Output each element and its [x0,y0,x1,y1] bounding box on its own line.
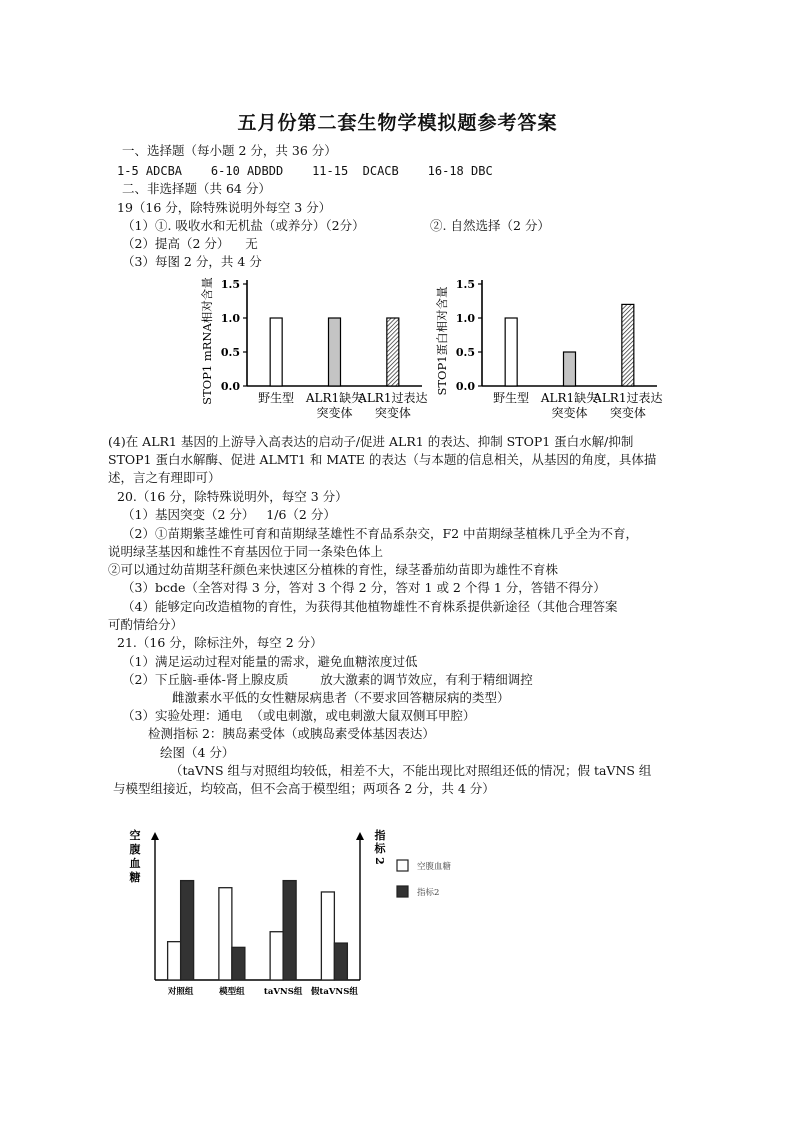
q20-answer-3: （3）bcde（全答对得 3 分，答对 3 个得 2 分，答对 1 或 2 个得 1 分，答错不得分） [122,580,606,595]
q19-answer-4c: 述，言之有理即可） [108,470,221,485]
bar-index-2 [283,881,296,980]
x-tick-label: 突变体 [316,406,353,420]
bar-fasting-glucose [168,942,181,980]
x-tick-label: ALR1过表达 [593,391,663,405]
x-tick-label: ALR1缺失 [305,391,364,405]
x-tick-label: 对照组 [167,987,194,997]
stop1-protein-chart [430,272,680,432]
y-tick-label: 0.0 [455,380,475,393]
y-axis-label: STOP1蛋白相对含量 [435,286,449,396]
legend-label: 指标2 [417,888,440,898]
y-tick-label: 1.5 [455,278,475,291]
y-tick-label: 1.5 [220,278,240,291]
bar [505,318,517,386]
bar [387,318,399,386]
q21-heading: 21.（16 分，除标注外，每空 2 分） [117,635,323,650]
bar-index-2 [232,947,245,980]
q20-heading: 20.（16 分，除特殊说明外，每空 3 分） [117,489,348,504]
left-axis-label-char: 血 [129,857,141,870]
q19-answer-2: （2）提高（2 分） 无 [122,236,258,251]
legend-label: 空腹血糖 [417,862,452,872]
mcq-answers: 1-5 ADCBA 6-10 ADBDD 11-15 DCACB 16-18 DBC [117,164,493,178]
legend-swatch [397,886,408,897]
legend-swatch [397,860,408,871]
q20-answer-2c: ②可以通过幼苗期茎秆颜色来快速区分植株的育性，绿茎番茄幼苗即为雄性不育株 [108,562,559,577]
q21-answer-2b: 雌激素水平低的女性糖尿病患者（不要求回答糖尿病的类型） [172,690,510,705]
q21-answer-3d: （taVNS 组与对照组均较低，相差不大，不能出现比对照组还低的情况；假 taVNS 组 [170,763,652,778]
bar-fasting-glucose [270,932,283,980]
y-tick-label: 1.0 [220,312,240,325]
bar [564,352,576,386]
x-tick-label: taVNS组 [263,987,303,997]
q20-answer-2b: 说明绿茎基因和雄性不育基因位于同一条染色体上 [108,544,384,559]
stop1-mrna-chart [195,272,435,432]
q21-answer-3b: 检测指标 2：胰岛素受体（或胰岛素受体基因表达） [148,726,435,741]
q21-answer-2a: （2）下丘脑-垂体-肾上腺皮质 放大激素的调节效应，有利于精细调控 [122,672,533,687]
bar-fasting-glucose [219,888,232,980]
section-2-heading: 二、非选择题（共 64 分） [122,181,271,196]
page-title: 五月份第二套生物学模拟题参考答案 [237,112,558,134]
x-tick-label: 野生型 [493,391,530,405]
bar-index-2 [181,881,194,980]
bar [329,318,341,386]
q19-heading: 19（16 分，除特殊说明外每空 3 分） [117,200,332,215]
right-axis-arrow [356,832,364,840]
x-tick-label: ALR1缺失 [540,391,599,405]
y-axis-label: STOP1 mRNA相对含量 [200,277,214,405]
left-axis-label-char: 腹 [129,843,141,856]
fasting-glucose-chart [125,822,485,1002]
x-tick-label: 突变体 [374,406,411,420]
left-axis-label-char: 空 [129,829,141,842]
left-axis-arrow [151,832,159,840]
bar-index-2 [334,943,347,980]
q19-answer-1b: ②. 自然选择（2 分） [430,218,550,233]
q19-answer-4a: (4)在 ALR1 基因的上游导入高表达的启动子/促进 ALR1 的表达、抑制 STOP1 蛋白水解/抑制 [108,434,634,449]
y-tick-label: 0.5 [455,346,475,359]
bar [270,318,282,386]
bar [622,304,634,386]
y-tick-label: 0.0 [220,380,240,393]
right-axis-label-char: 2 [373,857,386,865]
q19-answer-1a: （1）①. 吸收水和无机盐（或养分）（2分） [122,218,365,233]
x-tick-label: 突变体 [609,406,646,420]
q21-answer-3c: 绘图（4 分） [160,745,235,760]
q20-answer-2a: （2）①苗期紫茎雄性可育和苗期绿茎雄性不育品系杂交，F2 中苗期绿茎植株几乎全为不育， [122,526,639,541]
q19-answer-3: （3）每图 2 分，共 4 分 [122,254,262,269]
right-axis-label-char: 指 [374,829,386,842]
q20-answer-4a: （4）能够定向改造植物的育性，为获得其他植物雄性不育株系提供新途径（其他合理答案 [122,599,618,614]
section-1-heading: 一、选择题（每小题 2 分，共 36 分） [122,143,337,158]
y-tick-label: 1.0 [455,312,475,325]
q20-answer-1: （1）基因突变（2 分） 1/6（2 分） [122,507,336,522]
q19-answer-4b: STOP1 蛋白水解酶、促进 ALMT1 和 MATE 的表达（与本题的信息相关，从基因的角度，具体描 [108,452,657,467]
left-axis-label-char: 糖 [129,871,141,884]
x-tick-label: 突变体 [551,406,588,420]
x-tick-label: 野生型 [258,391,295,405]
x-tick-label: ALR1过表达 [358,391,428,405]
x-tick-label: 假taVNS组 [310,987,358,997]
x-tick-label: 模型组 [219,987,245,997]
y-tick-label: 0.5 [220,346,240,359]
right-axis-label-char: 标 [374,842,386,855]
q20-answer-4b: 可酌情给分） [108,617,184,632]
q21-answer-1: （1）满足运动过程对能量的需求，避免血糖浓度过低 [122,654,418,669]
q21-answer-3a: （3）实验处理：通电 （或电刺激，或电刺激大鼠双侧耳甲腔） [122,708,476,723]
q21-answer-3e: 与模型组接近，均较高，但不会高于模型组；两项各 2 分，共 4 分） [113,781,495,796]
bar-fasting-glucose [321,892,334,980]
